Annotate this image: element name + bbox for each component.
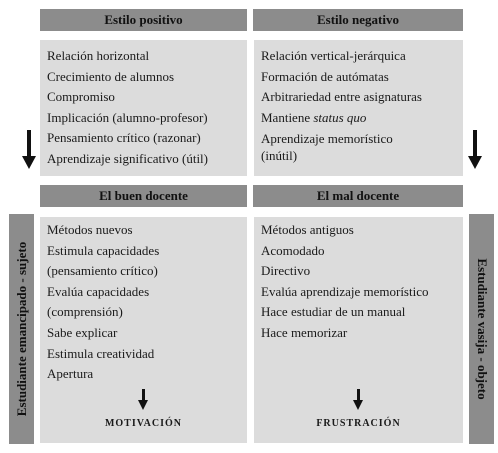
list-item: Crecimiento de alumnos xyxy=(47,68,175,84)
status-quo-italic: status quo xyxy=(313,109,367,125)
motivation-label: MOTIVACIÓN xyxy=(104,418,183,429)
header-negative-style: Estilo negativo xyxy=(317,12,399,27)
list-item: Sabe explicar xyxy=(47,324,118,340)
mantiene-prefix: Mantiene xyxy=(261,109,314,125)
list-item: Métodos antiguos xyxy=(261,222,354,237)
list-item: Arbitrariedad entre asignaturas xyxy=(261,89,422,105)
list-item: Métodos nuevos xyxy=(47,222,133,237)
list-item: Aprendizaje significativo (útil) xyxy=(47,150,209,166)
list-item: Acomodado xyxy=(261,242,325,258)
positive-style-box xyxy=(40,40,247,176)
teacher-header-band xyxy=(40,185,463,207)
style-header-band xyxy=(40,9,463,31)
list-item: Apertura xyxy=(47,366,94,382)
bad-teacher-box xyxy=(254,217,463,443)
list-item: Formación de autómatas xyxy=(261,68,389,84)
vessel-student-bar xyxy=(469,214,494,444)
list-item: Implicación (alumno-profesor) xyxy=(47,109,208,125)
list-item: Compromiso xyxy=(47,89,115,105)
header-good-teacher: El buen docente xyxy=(99,188,188,203)
negative-style-box xyxy=(254,40,463,176)
vessel-student-label: Estudiante vasija - objeto xyxy=(474,258,490,400)
list-item: Directivo xyxy=(261,263,311,279)
memoristic-line-1: Aprendizaje memorístico xyxy=(261,131,393,147)
list-item: Hace memorizar xyxy=(261,324,348,340)
list-item: Estimula creatividad xyxy=(47,345,155,361)
list-item: Relación horizontal xyxy=(47,48,150,63)
list-item: Estimula capacidades xyxy=(47,242,160,258)
list-item: Evalúa aprendizaje memorístico xyxy=(261,283,429,299)
list-item: (pensamiento crítico) xyxy=(47,263,158,279)
header-bad-teacher: El mal docente xyxy=(316,188,400,203)
frustration-label: FRUSTRACIÓN xyxy=(316,418,401,429)
list-item: Evalúa capacidades xyxy=(47,283,150,299)
list-item xyxy=(261,108,463,129)
good-teacher-box xyxy=(40,217,247,443)
list-item: Relación vertical-jerárquica xyxy=(261,48,406,63)
header-positive-style: Estilo positivo xyxy=(104,12,183,27)
list-item: Hace estudiar de un manual xyxy=(261,304,406,320)
emancipated-student-bar xyxy=(9,214,34,444)
list-item xyxy=(261,130,463,164)
list-item: (comprensión) xyxy=(47,304,123,320)
list-item: Pensamiento crítico (razonar) xyxy=(47,130,201,146)
emancipated-student-label: Estudiante emancipado - sujeto xyxy=(13,241,29,417)
memoristic-line-2: (inútil) xyxy=(261,148,298,164)
